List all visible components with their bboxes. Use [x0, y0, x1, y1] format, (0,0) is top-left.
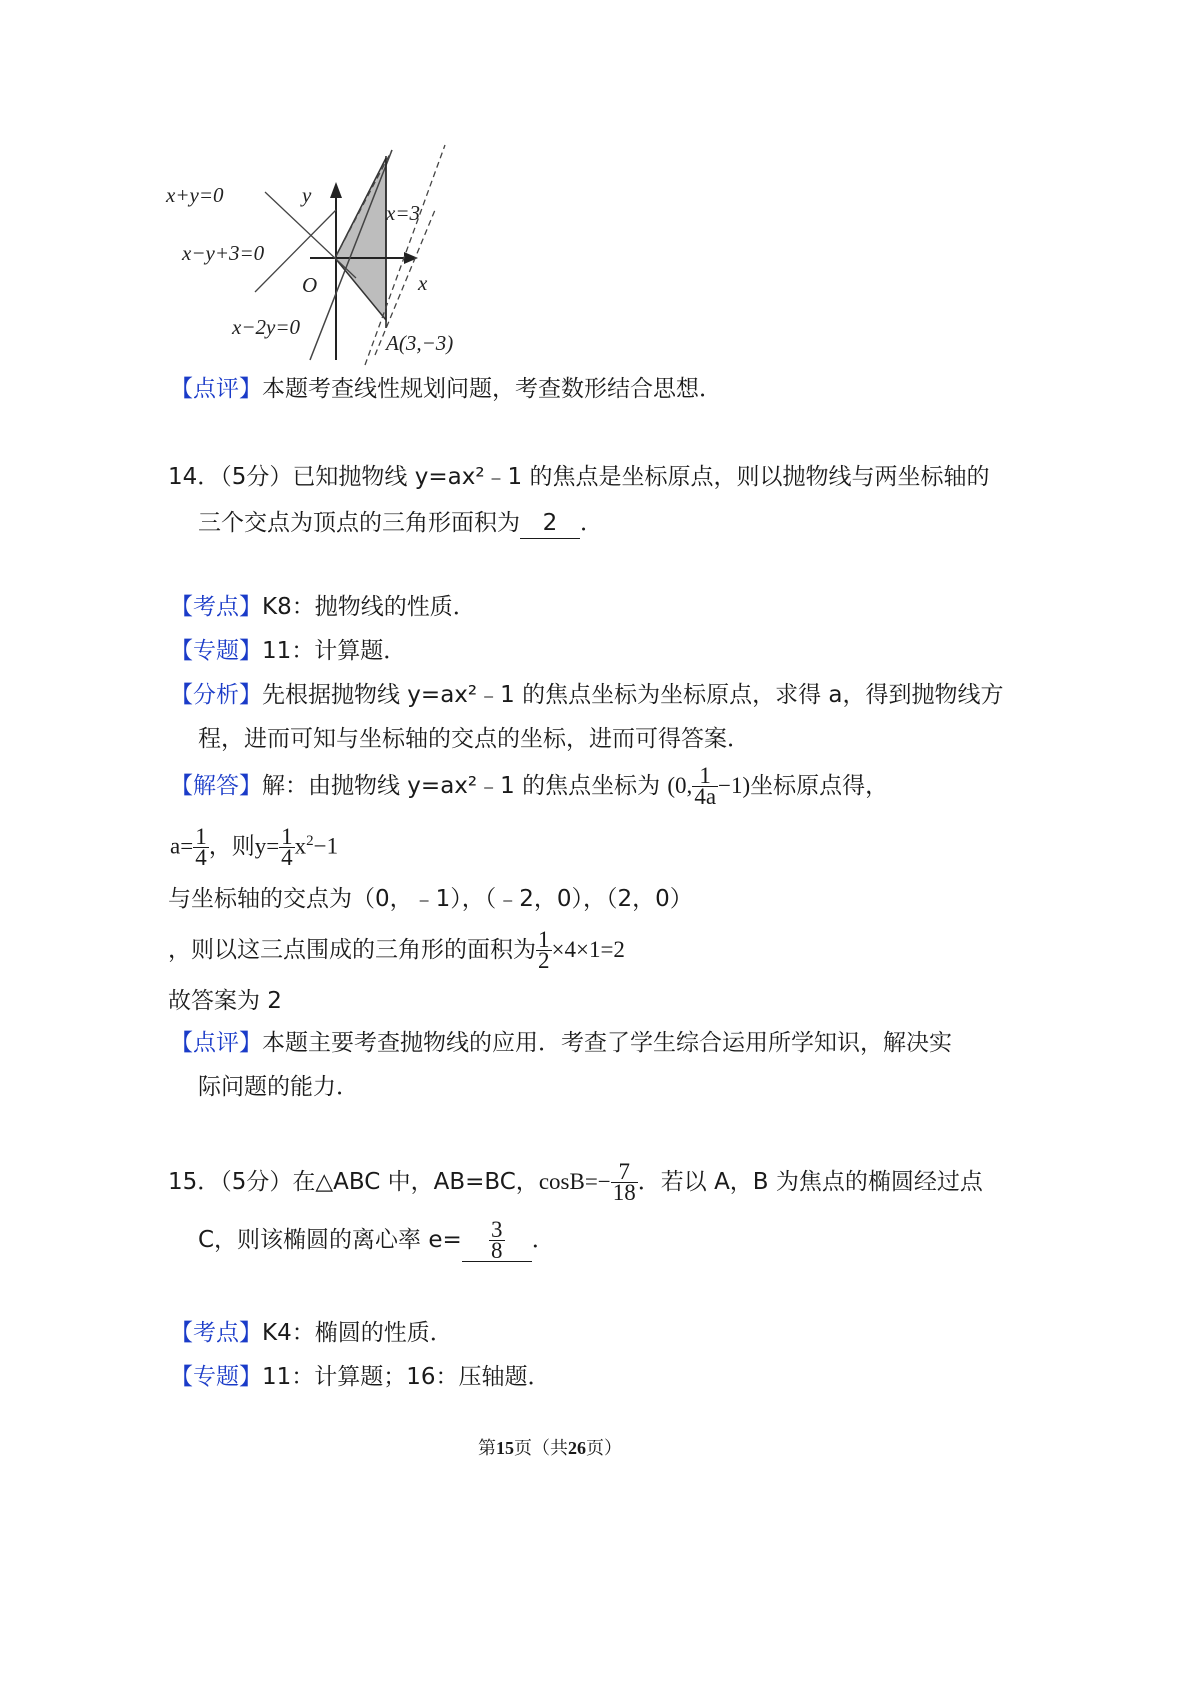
- fraction-numerator: 1: [692, 766, 718, 787]
- page-number: 15: [496, 1438, 514, 1458]
- kaodian-tag: 【考点】: [170, 594, 262, 620]
- q14-points: [168, 884, 693, 914]
- label-x-minus-y-plus-3: x−y+3=0: [182, 241, 265, 265]
- a-fraction: [193, 823, 209, 870]
- fraction-numerator: 1: [281, 823, 293, 849]
- kaodian-text: K8：抛物线的性质．: [262, 594, 476, 620]
- linear-programming-figure: [160, 140, 480, 370]
- x-axis-arrow: [404, 252, 418, 264]
- q15-zhuanti: [170, 1362, 551, 1392]
- fraction-denominator: 4: [281, 844, 293, 870]
- question-text-end: ．: [531, 1227, 555, 1253]
- comment-text: 本题主要考查抛物线的应用．考查了学生综合运用所学知识，解决实: [262, 1030, 952, 1056]
- focus-coord-pre: (0,: [667, 773, 693, 798]
- line-x-minus-y-plus-3: [255, 210, 336, 292]
- kaodian-text: K4：椭圆的性质．: [262, 1320, 453, 1346]
- fraction-denominator: 4: [195, 844, 207, 870]
- question-number: 14．: [168, 464, 221, 490]
- fenxi-tag: 【分析】: [170, 682, 262, 708]
- label-x-equals-3: x=3: [386, 201, 420, 225]
- q13-comment: [170, 374, 722, 404]
- q15-line2: [198, 1217, 555, 1263]
- zhuanti-text: 11：计算题；16：压轴题．: [262, 1364, 551, 1390]
- comment-tag: 【点评】: [170, 1030, 262, 1056]
- question-text: ．若以 A，B 为焦点的椭圆经过点: [637, 1169, 983, 1195]
- label-point-a: A(3,−3): [386, 331, 454, 355]
- comment-text: 本题考查线性规划问题，考查数形结合思想．: [262, 376, 722, 402]
- q14-zhuanti: [170, 636, 406, 666]
- y-axis-arrow: [330, 182, 342, 198]
- question-text: （5分）在△ABC 中，AB=BC，: [220, 1169, 539, 1195]
- question-number: 15．: [168, 1169, 221, 1195]
- fraction-numerator: 1: [538, 927, 550, 952]
- feasible-region: [335, 158, 386, 320]
- q14-fenxi-2: [198, 724, 750, 754]
- comment-tag: 【点评】: [170, 376, 262, 402]
- fraction-numerator: 7: [611, 1162, 638, 1183]
- q14-area: [168, 927, 625, 973]
- label-x-plus-y: x+y=0: [166, 183, 224, 207]
- jieda-tag: 【解答】: [170, 773, 262, 799]
- cos-fraction: [611, 1159, 638, 1205]
- fraction-denominator: 8: [491, 1238, 503, 1263]
- label-x-minus-2y: x−2y=0: [232, 315, 300, 339]
- footer-pre: 第: [478, 1438, 496, 1458]
- q15-line1: [168, 1159, 983, 1205]
- page-footer: [0, 1434, 1100, 1460]
- e-fraction: [489, 1217, 505, 1263]
- answer-blank: [462, 1217, 532, 1263]
- fraction-denominator: 4a: [694, 784, 717, 809]
- question-text-end: ．: [580, 510, 603, 536]
- question-text: 三个交点为顶点的三角形面积为: [198, 510, 520, 536]
- y-fraction: [279, 823, 295, 870]
- area-text: ，则以这三点围成的三角形的面积为: [168, 937, 536, 963]
- zhuanti-text: 11：计算题．: [262, 638, 407, 664]
- y-variable: x: [294, 833, 307, 859]
- focus-coord-post: −1): [718, 773, 751, 798]
- zhuanti-tag: 【专题】: [170, 638, 262, 664]
- q14-comment-2: [198, 1072, 359, 1102]
- zhuanti-tag: 【专题】: [170, 1364, 262, 1390]
- q14-line2: [198, 508, 603, 539]
- fraction-denominator: 18: [612, 1180, 636, 1205]
- label-origin: O: [302, 273, 318, 297]
- question-text: （5分）已知抛物线 y=ax²﹣1 的焦点是坐标原点，则以抛物线与两坐标轴的: [220, 464, 990, 490]
- a-equals: a=: [170, 833, 194, 859]
- q14-fenxi: [170, 680, 1003, 710]
- y-constant: −1: [313, 833, 339, 859]
- points-text: 与坐标轴的交点为（0，﹣1），（﹣2，0），（2，0）: [168, 886, 693, 912]
- fraction-numerator: 3: [491, 1217, 503, 1242]
- kaodian-tag: 【考点】: [170, 1320, 262, 1346]
- final-answer: 故答案为 2: [168, 988, 282, 1014]
- q14-jieda: [170, 763, 889, 809]
- fenxi-text: 先根据抛物线 y=ax²﹣1 的焦点坐标为坐标原点，求得 a，得到抛物线方: [262, 682, 1004, 708]
- jieda-text-end: 坐标原点得，: [750, 773, 889, 799]
- total-pages: 26: [568, 1438, 586, 1458]
- label-x-axis: x: [418, 271, 428, 295]
- area-formula: ×4×1=2: [551, 937, 625, 962]
- q14-final: [168, 986, 282, 1016]
- q14-a-value: [170, 823, 339, 870]
- question-text: C，则该椭圆的离心率 e=: [198, 1227, 462, 1253]
- answer-blank: 2: [520, 508, 580, 539]
- footer-mid: 页（共: [514, 1438, 568, 1458]
- cos-equals: cosB=−: [538, 1169, 611, 1194]
- area-fraction: [536, 927, 552, 973]
- fenxi-text: 程，进而可知与坐标轴的交点的坐标，进而可得答案．: [198, 726, 750, 752]
- fraction-denominator: 2: [538, 948, 550, 973]
- fraction-numerator: 1: [195, 823, 207, 849]
- footer-post: 页）: [586, 1438, 622, 1458]
- q15-kaodian: [170, 1318, 453, 1348]
- comment-text: 际问题的能力．: [198, 1074, 359, 1100]
- label-y-axis: y: [302, 183, 312, 207]
- focus-fraction: [692, 763, 718, 809]
- y-equals: y=: [254, 833, 280, 859]
- q14-comment: [170, 1028, 952, 1058]
- q14-kaodian: [170, 592, 476, 622]
- jieda-text: 解：由抛物线 y=ax²﹣1 的焦点坐标为: [262, 773, 661, 799]
- q14-line1: [168, 462, 989, 492]
- then-text: ，则: [208, 833, 255, 860]
- y-exponent: 2: [306, 833, 314, 849]
